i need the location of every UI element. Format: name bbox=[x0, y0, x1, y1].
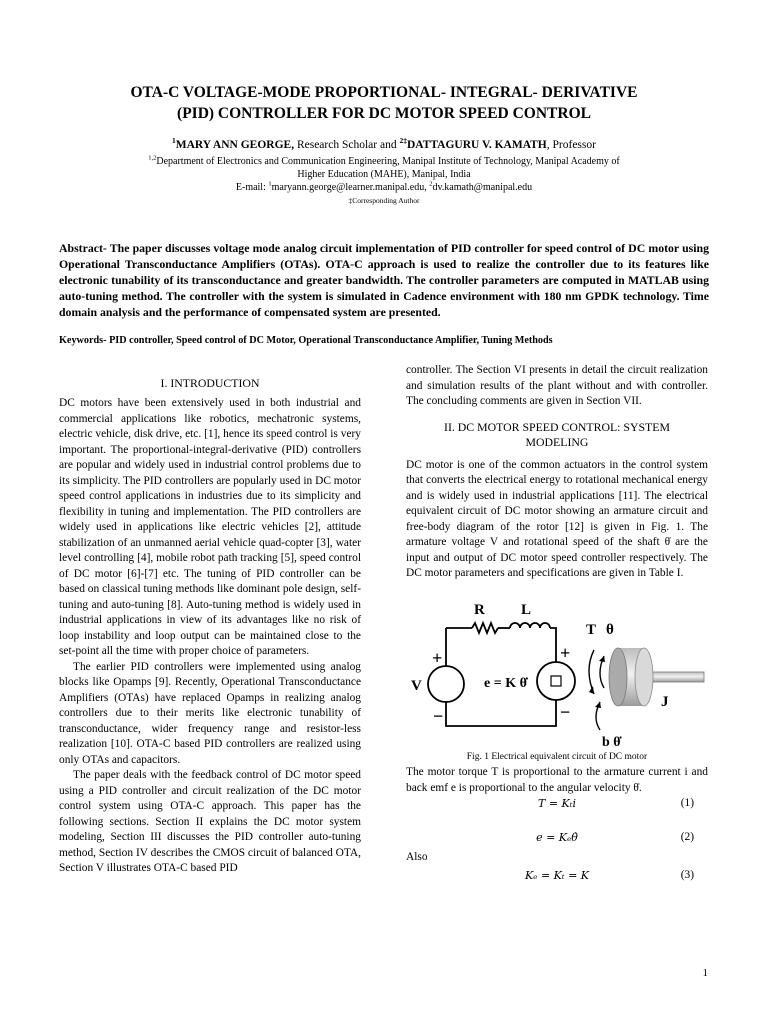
resistor-symbol bbox=[472, 623, 498, 633]
wire-bottom bbox=[446, 700, 556, 726]
affiliation-sup: 1,2 bbox=[148, 154, 157, 162]
label-T: T bbox=[586, 621, 597, 638]
author2-name: DATTAGURU V. KAMATH bbox=[406, 139, 547, 151]
section-1-paragraph-1: DC motors have been extensively used in both industrial and commercial applications like robotics, mechatronic systems, electric vehicle, disk drive, etc. [1], hence its speed control is very important. The proportional-integral-derivative (PID) controllers are popular and widely used in industrial control problems due to its simplicity. The PID controllers are popularly used in DC motor speed control applications in industries due to its simplicity and flexibility in tuning and implementation. The PID controllers are widely used in applications like electric vehicles [2], attitude stabilization of an unmanned aerial vehicle quad-copter [3], water level controlling [4], mobile robot path tracking [5], speed control of DC motor [6]-[7] etc. The tuning of PID controller can be based on classical tuning methods like dominant pole design, self-tuning and auto-tuning [8]. Auto-tuning method is widely used in industrial applications in view of its advantages like no risk of loop instability and loop output can be maintained close to the set-point all the time with proper choice of parameters. bbox=[59, 397, 361, 657]
right-column bbox=[406, 363, 708, 888]
theta-arrowhead-icon bbox=[599, 656, 605, 662]
equation-1-body: T = Kₜi bbox=[538, 797, 576, 810]
email-label: E-mail: bbox=[235, 182, 269, 193]
email-2[interactable]: dv.kamath@manipal.edu bbox=[432, 182, 533, 193]
affiliation-line-2: Higher Education (MAHE), Manipal, India bbox=[297, 169, 471, 180]
section-2-heading-line-1: II. DC MOTOR SPEED CONTROL: SYSTEM bbox=[444, 419, 670, 434]
affiliation-line-1: Department of Electronics and Communication Engineering, Manipal Institute of Technology, Manipal Academy of bbox=[156, 156, 620, 167]
also-text: Also bbox=[406, 851, 428, 863]
label-emf: e = K θ̇ bbox=[484, 675, 527, 691]
keywords: Keywords- PID controller, Speed control of DC Motor, Operational Transconductance Amplifier, Tuning Methods bbox=[59, 335, 553, 346]
section-2-heading bbox=[406, 420, 708, 450]
label-b-theta: b θ̇ bbox=[602, 734, 621, 750]
section-2-paragraph-2: The motor torque T is proportional to the armature current i and back emf e is proportional to the angular velocity θ̇. bbox=[406, 766, 708, 794]
author1-name: MARY ANN GEORGE, bbox=[175, 139, 295, 151]
section-1-paragraph-2: The earlier PID controllers were implemented using analog blocks like Opamps [9]. Recently, Operational Transconductance Amplifiers (OTAs) have replaced Opamps in realizing analog controllers due to their merits like electronic tunability of transconductance, wider frequency range and resistor-less realization [10]. OTA-C based PID controllers are realized using only OTAs and capacitors. bbox=[59, 660, 361, 766]
equation-1-number: (1) bbox=[680, 797, 694, 809]
wire-top-right bbox=[550, 628, 556, 662]
abstract: Abstract- The paper discusses voltage mode analog circuit implementation of PID controller for speed control of DC motor using Operational Transconductance Amplifiers (OTAs). OTA-C approach is used to realize the controller due to its features like electronic tunability of its transconductance and greater bandwidth. The controller parameters are computed in MATLAB using auto-tuning method. The controller with the system is simulated in Cadence environment with 180 nm GPDK technology. Time domain analysis and the performance of compensated system are presented. bbox=[59, 241, 709, 319]
email-1[interactable]: maryann.george@learner.manipal.edu, bbox=[271, 182, 430, 193]
equation-2-number: (2) bbox=[680, 831, 694, 843]
author1-role: Research Scholar and bbox=[294, 139, 400, 151]
section-2-paragraph-1: DC motor is one of the common actuators in the control system that converts the electrical energy to rotational mechanical energy and is widely used in industrial applications [11]. The electrical equivalent circuit of DC motor showing an armature circuit and free-body diagram of the rotor [12] is given in Fig. 1. The armature voltage V and rotational speed of the shaft θ̇ are the input and output of DC motor speed controller respectively. The DC motor parameters and specifications are given in Table I. bbox=[406, 458, 708, 579]
equation-3-body: Kₑ = Kₜ = K bbox=[524, 868, 590, 882]
author-line bbox=[60, 138, 708, 152]
label-minus-left: − bbox=[433, 705, 444, 726]
label-minus-right: − bbox=[560, 701, 571, 722]
figure-1-caption: Fig. 1 Electrical equivalent circuit of DC motor bbox=[466, 751, 648, 762]
email-line bbox=[60, 181, 708, 194]
label-L: L bbox=[521, 601, 532, 618]
equation-3-number: (3) bbox=[680, 868, 694, 881]
label-theta: θ bbox=[606, 621, 614, 638]
author1-sup: 1 bbox=[172, 136, 176, 146]
equation-3 bbox=[406, 868, 708, 888]
author-block bbox=[60, 138, 708, 208]
title-line-1: OTA-C VOLTAGE-MODE PROPORTIONAL- INTEGRAL- DERIVATIVE bbox=[130, 84, 638, 101]
email1-sup: 1 bbox=[268, 180, 272, 188]
affiliation bbox=[60, 155, 708, 181]
label-plus-left: + bbox=[432, 647, 443, 668]
label-plus-right: + bbox=[560, 642, 571, 663]
equation-1 bbox=[406, 796, 708, 816]
corresponding-author-note: ‡Corresponding Author bbox=[348, 196, 420, 205]
label-V: V bbox=[411, 677, 422, 694]
inductor-symbol bbox=[510, 623, 550, 628]
rotor-back bbox=[635, 648, 653, 706]
author2-role: , Professor bbox=[546, 139, 596, 151]
dc-motor-circuit-diagram bbox=[406, 590, 708, 750]
voltage-source-icon bbox=[428, 666, 464, 702]
email2-sup: 2 bbox=[429, 180, 433, 188]
damping-arrowhead-icon bbox=[595, 702, 601, 708]
figure-1 bbox=[406, 590, 708, 750]
title-line-2: (PID) CONTROLLER FOR DC MOTOR SPEED CONTROL bbox=[177, 105, 591, 122]
paper-title bbox=[60, 82, 708, 124]
section-1-heading: I. INTRODUCTION bbox=[160, 376, 260, 390]
torque-arrow-icon bbox=[589, 650, 594, 694]
right-paragraph-1: controller. The Section VI presents in detail the circuit realization and simulation results of the plant without and with controller. The concluding comments are given in Section VII. bbox=[406, 364, 708, 407]
label-R: R bbox=[474, 601, 485, 618]
page-number: 1 bbox=[702, 967, 708, 979]
section-2-heading-line-2: MODELING bbox=[525, 434, 589, 449]
rotor-face bbox=[609, 648, 627, 706]
left-column bbox=[59, 363, 361, 877]
equation-2-body: e = Kₑθ̇ bbox=[536, 831, 578, 844]
motor-brush-icon bbox=[551, 676, 561, 686]
label-J: J bbox=[661, 693, 669, 710]
equation-2 bbox=[406, 830, 708, 850]
author2-sup: 2‡ bbox=[399, 136, 407, 146]
section-1-paragraph-3: The paper deals with the feedback control of DC motor speed using a PID controller and circuit realization of the DC motor control system using OTA-C approach. This paper has the following sections. Section II explains the DC motor system modeling, Section III discusses the PID controller auto-tuning method, Section IV describes the CMOS circuit of balanced OTA, Section V illustrates OTA-C based PID bbox=[59, 769, 361, 874]
